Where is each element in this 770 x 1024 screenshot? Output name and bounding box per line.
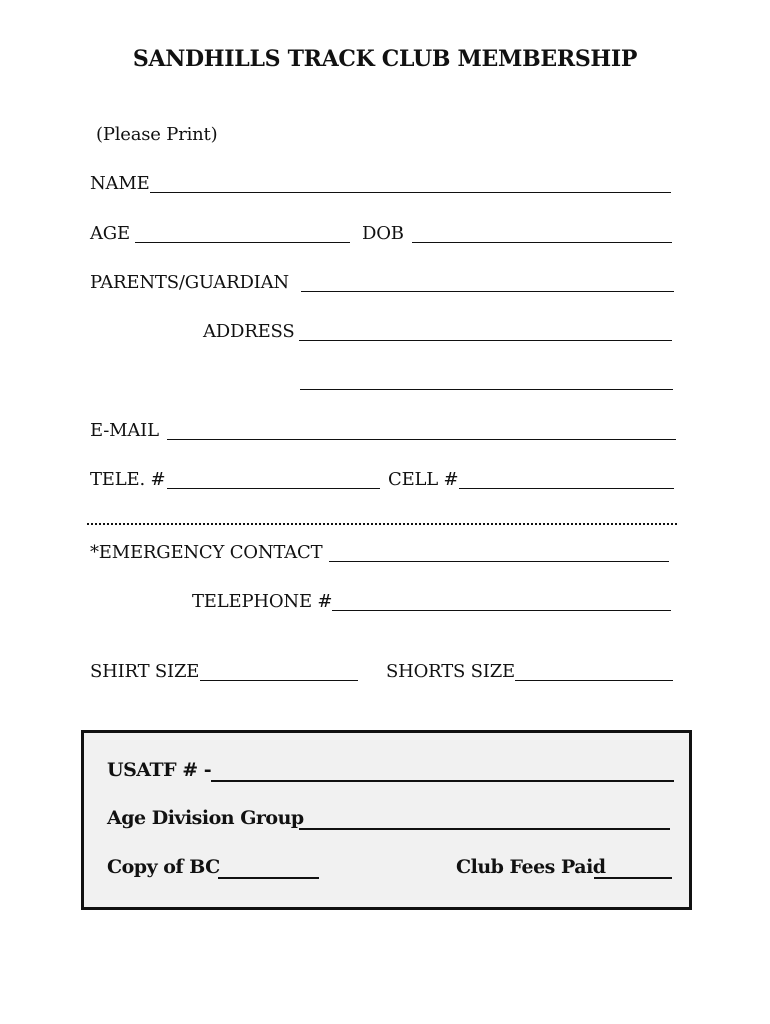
emergency-contact-label: *EMERGENCY CONTACT	[90, 542, 323, 563]
address-field-line-1[interactable]	[299, 340, 672, 341]
address-field-line-2[interactable]	[300, 389, 673, 390]
club-fees-paid-field[interactable]	[594, 877, 672, 879]
age-field[interactable]	[135, 242, 350, 243]
name-label: NAME	[90, 173, 150, 194]
tele-label: TELE. #	[90, 469, 166, 490]
dotted-divider	[87, 523, 677, 525]
shorts-size-field[interactable]	[515, 680, 673, 681]
tele-field[interactable]	[167, 488, 380, 489]
age-division-label: Age Division Group	[107, 807, 304, 829]
email-field[interactable]	[167, 439, 676, 440]
dob-field[interactable]	[412, 242, 672, 243]
office-use-box	[81, 730, 692, 910]
age-division-field[interactable]	[299, 828, 670, 830]
name-field[interactable]	[150, 192, 671, 193]
copy-of-bc-field[interactable]	[218, 877, 319, 879]
emergency-contact-field[interactable]	[329, 561, 669, 562]
club-fees-paid-label: Club Fees Paid	[456, 856, 606, 878]
parents-guardian-field[interactable]	[301, 291, 674, 292]
address-label: ADDRESS	[203, 321, 295, 342]
usatf-label: USATF # -	[107, 759, 212, 781]
please-print-instruction: (Please Print)	[96, 124, 218, 145]
usatf-field[interactable]	[211, 780, 674, 782]
cell-label: CELL #	[388, 469, 459, 490]
copy-of-bc-label: Copy of BC	[107, 856, 220, 878]
email-label: E-MAIL	[90, 420, 159, 441]
age-label: AGE	[90, 223, 130, 244]
shorts-size-label: SHORTS SIZE	[386, 661, 515, 682]
telephone-label: TELEPHONE #	[192, 591, 333, 612]
cell-field[interactable]	[459, 488, 674, 489]
telephone-field[interactable]	[332, 610, 671, 611]
dob-label: DOB	[362, 223, 404, 244]
parents-guardian-label: PARENTS/GUARDIAN	[90, 272, 289, 293]
shirt-size-field[interactable]	[200, 680, 358, 681]
form-title: SANDHILLS TRACK CLUB MEMBERSHIP	[132, 46, 638, 72]
shirt-size-label: SHIRT SIZE	[90, 661, 200, 682]
